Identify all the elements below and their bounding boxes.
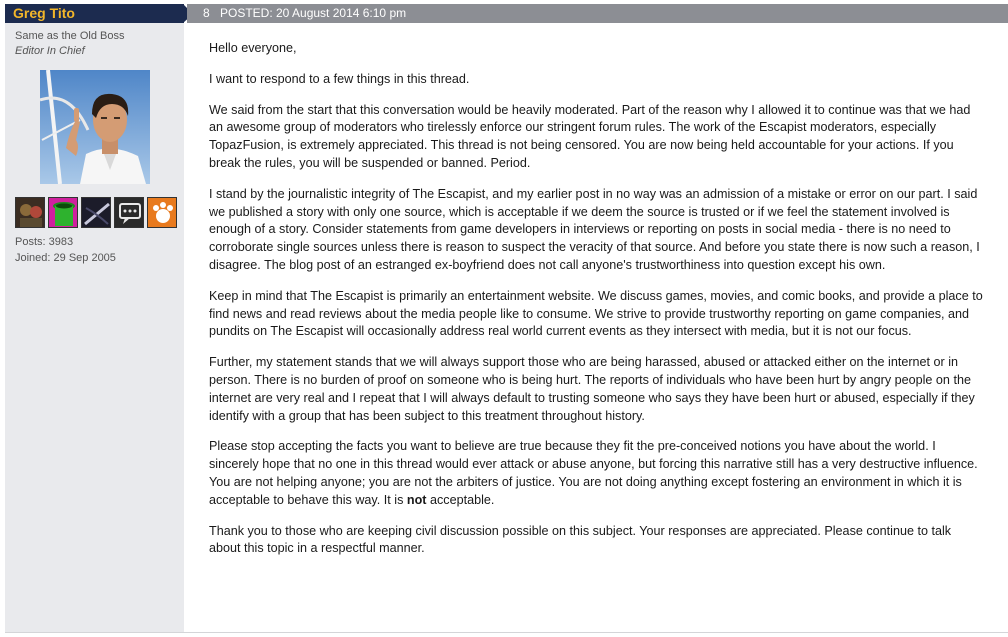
paragraph-text: Please stop accepting the facts you want to believe are true because they fit the pre-conceived notions you have about the world. I sincerely hope that no one in this thread would ever attack or abuse anyone, but forcing this narrative still has a very destructive influence. You are not helping anyone; you are not the arbiters of justice. You are not doing anything except fostering an environment in which it is acceptable to behave this way. It is [209,439,978,507]
post-date: POSTED: 20 August 2014 6:10 pm [220,6,407,20]
post-paragraph: We said from the start that this conversation would be heavily moderated. Part of the reason why I allowed it to continue was that we had an awesome group of moderators who tirelessly enforce our stringent forum rules. The work of the Escapist moderators, especially TopazFusion, is extremely appreciated. This thread is not being censored. You are now being held accountable for your actions. If you break the rules, you will be suspended or banned. Period. [209,102,971,170]
post-paragraph: Thank you to those who are keeping civil discussion possible on this subject. Your responses are appreciated. Please continue to talk about this topic in a respectful manner. [209,523,952,556]
avatar-image [40,70,150,184]
username-bar [5,4,184,23]
post-number-link[interactable]: 8 [203,6,210,20]
paragraph-text: acceptable. [426,492,495,507]
paw-badge-icon[interactable] [147,197,177,228]
post-paragraph: Hello everyone, [209,41,297,55]
zombie-badge-icon[interactable] [15,197,45,228]
green-pipe-badge-icon[interactable] [48,197,78,228]
join-date: Joined: 29 Sep 2005 [15,252,116,264]
dark-blade-badge-icon[interactable] [81,197,111,228]
badge-row [15,197,185,229]
post-paragraph: I stand by the journalistic integrity of The Escapist, and my earlier post in no way was an admission of a mistake or error on our part. I said we published a story with only one source, which is acceptable if we deem the source is trusted or if we feel the statement involved is enough of a story. Consider statements from game developers in interviews or reporting on posts in social media - there is no need to corroborate single sources unless there is reason to suspect the veracity of that source. And before you state there is now such a reason, I disagree. The blog post of an estranged ex-boyfriend does not call anyone's trustworthiness into question except his own. [209,186,980,272]
post-header [187,4,1008,23]
post-body [209,40,985,571]
chat-bubble-badge-icon[interactable] [114,197,144,228]
username-link[interactable]: Greg Tito [13,5,75,21]
user-role: Editor In Chief [15,45,85,57]
post-paragraph: Further, my statement stands that we will always support those who are being harassed, abused or attacked either on the internet or in person. There is no burden of proof on someone who is being hurt. The reports of individuals who have been hurt by angry people on the internet are very real and I repeat that I will always default to trusting someone who says they have been hurt or abused, especially if they identify with a group that has been subject to this treatment throughout history. [209,355,975,423]
post-divider [5,632,1008,633]
post-paragraph: I want to respond to a few things in this thread. [209,71,470,86]
post-paragraph [209,438,985,509]
user-custom-title: Same as the Old Boss [15,30,125,42]
avatar[interactable] [40,70,150,184]
emphasis-text: not [406,492,427,507]
post-paragraph: Keep in mind that The Escapist is primarily an entertainment website. We discuss games, movies, and comic books, and provide a place to find news and read reviews about the media people like to consume. We strive to provide trustworthy reporting on game companies, and pundits on The Escapist will occasionally address real world current events as they intersect with media, but it is not our focus. [209,288,983,339]
post-count: Posts: 3983 [15,236,74,248]
user-panel [5,4,184,632]
